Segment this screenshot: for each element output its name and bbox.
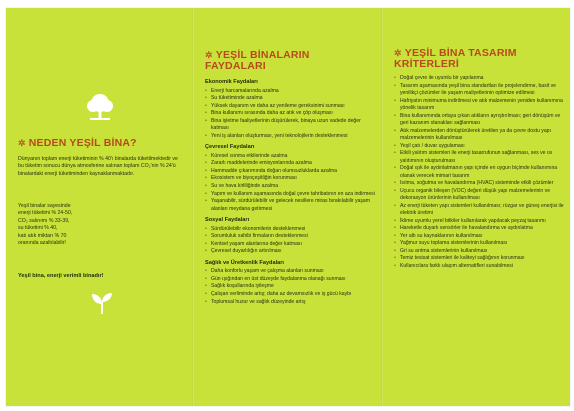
list-item: • Yapım ve kullanım aşamasında doğal çevre tahribatının en aza indirmesi bbox=[205, 191, 377, 199]
list-item: • Gün ışığından en üst düzeyde faydalanma olanağı sunması bbox=[205, 276, 377, 284]
tree-icon bbox=[84, 92, 116, 122]
stat-line: su tüketimi % 40, bbox=[18, 225, 58, 232]
criteria-content bbox=[394, 75, 564, 270]
panel-benefits bbox=[193, 8, 381, 406]
panel2-title: ✲ YEŞİL BİNALARIN FAYDALARI bbox=[205, 49, 310, 72]
list-item: • Hafriyatın minimuma indirilmesi ve atık malzemenin yeniden kullanımına yönelik tasarım bbox=[394, 98, 564, 113]
brochure bbox=[6, 8, 570, 406]
section-heading: Ekonomik Faydaları bbox=[205, 79, 258, 85]
list-item: • Çevresel duyarlılığın artırılması bbox=[205, 248, 377, 256]
benefit-section-social bbox=[205, 217, 377, 256]
list-item: • Çalışan verliminde artış; daha az devamsızlık ve iş gücü kaybı bbox=[205, 291, 377, 299]
list-item: • Yağmur suyu toplama sistemlerinin kullanılması bbox=[394, 240, 564, 248]
list-item: • Sürdürülebilir ekonomilerin desteklenmesi bbox=[205, 226, 377, 234]
list-item: • Isıtma, soğutma ve havalandırma (HVAC) sisteminde etkili çözümler bbox=[394, 180, 564, 188]
list-item: • Doğal ışık ile aydınlatmanın yapı içinde en uygun biçimde kullanımına olanak verecek mimari tasarım bbox=[394, 165, 564, 180]
list-item: • Ekosistem ve biyoçeşitliğin korunması bbox=[205, 175, 377, 183]
stat-line: oranında azaltılabilir! bbox=[18, 240, 66, 247]
list-item: • Kentsel yaşam alanlarına değer katması bbox=[205, 241, 377, 249]
stat-line: Yeşil binalar sayesinde bbox=[18, 203, 71, 209]
list-item: • Atık malzemelerden dönüştürülerek üretilen ya da çevre dostu yapı malzemelerinin kullanılması bbox=[394, 128, 564, 143]
benefits-content bbox=[205, 79, 377, 310]
panel1-slogan: Yeşil bina, enerji verimli binadır! bbox=[18, 272, 104, 279]
section-heading: Çevresel Faydaları bbox=[205, 144, 255, 151]
list-item: • Bina kullanımında ortaya çıkan atıkların ayrıştırılması; geri dönüşüm ve geri kazanım olanakları sağlanması bbox=[394, 113, 564, 128]
list-item: • Kullanıcılara farklı ulaşım alternatifleri sunabilmesi bbox=[394, 263, 564, 271]
sprout-icon bbox=[89, 290, 115, 316]
panel1-intro: Dünyanın toplam enerji tüketiminin % 40'ı binalarda tüketilmektedir ve bu tüketim sonucu dünya atmosferine salınan toplam CO₂'nin % 24'ü binalardaki enerji tüketiminden kaynaklanmaktadır. bbox=[18, 156, 178, 177]
list-item: • Bina kullanımı sırasında daha az atık ve çöp oluşması bbox=[205, 110, 377, 118]
list-item: • Su tüketiminde azalma bbox=[205, 95, 377, 103]
list-item: • Yeni iş alanları oluşturması, yeni teknolojilerin desteklenmesi bbox=[205, 133, 377, 141]
list-item: • Küresel ısınma etkilerinde azalma bbox=[205, 153, 377, 161]
benefit-section-health bbox=[205, 260, 377, 306]
sun-gear-icon: ✲ bbox=[394, 48, 402, 58]
list-item: • Uçucu organik bileşen (VOC) değeri düşük yapı malzemelerinin ve dekorasyon ürünlerinin kullanılması bbox=[394, 188, 564, 203]
list-item: • Yüksek dayanım ve daha az yenileme gereksinimi sunması bbox=[205, 103, 377, 111]
list-item: • Hareketle duyarlı sensörler ile havalandırma ve aydınlatma bbox=[394, 225, 564, 233]
list-item: • Doğal çevre ile uyumlu bir yapılanma bbox=[394, 75, 564, 83]
list-item: • Su ve hava kirliliğinde azalma bbox=[205, 183, 377, 191]
section-heading: Sosyal Faydaları bbox=[205, 217, 250, 224]
list-item: • Yer altı su kaynaklarının kullanılması bbox=[394, 233, 564, 241]
list-item: • İklime uyumlu yerel bitkiler kullanılarak yapılacak peyzaj tasarımı bbox=[394, 218, 564, 226]
list-item: • Hammadde çıkarımında doğan olumsuzluklarda azalma bbox=[205, 168, 377, 176]
sun-gear-icon: ✲ bbox=[18, 138, 26, 148]
list-item: • Yaşanabilir, sürdürülebilir ve gelecek nesillere miras bırakılabilir yaşam alanları meydana getirmesi bbox=[205, 198, 377, 213]
stat-line: CO₂ salınımı % 33-39, bbox=[18, 217, 70, 224]
list-item: • Sorumluluk sahibi firmaların desteklenmesi bbox=[205, 233, 377, 241]
panel-design-criteria bbox=[382, 8, 570, 406]
panel3-title: ✲ YEŞİL BİNA TASARIM KRİTERLERİ bbox=[394, 47, 517, 70]
benefit-section-economic bbox=[205, 79, 377, 140]
stat-line: enerji tüketimi % 24-50, bbox=[18, 210, 73, 217]
panel1-title: ✲ NEDEN YEŞİL BİNA? bbox=[18, 137, 137, 149]
list-item: • Enerji harcamalarında azalma bbox=[205, 88, 377, 96]
list-item: • Daha konforlu yaşam ve çalışma alanları sunması bbox=[205, 268, 377, 276]
panel-why-green-building bbox=[6, 8, 192, 406]
stat-line: katı atık miktarı % 70 bbox=[18, 232, 67, 239]
list-item: • Yeşil çatı / duvar uygulaması bbox=[394, 143, 564, 151]
list-item: • Sağlık koşullarında iyileşme bbox=[205, 283, 377, 291]
list-item: • Temiz tesisat sistemleri ile kaliteyi sağlığının korunması bbox=[394, 255, 564, 263]
sun-gear-icon: ✲ bbox=[205, 50, 213, 60]
list-item: • Az enerji tüketen yapı sistemleri kullanılması; rüzgar ve güneş enerjisi ile elektrik üretimi bbox=[394, 203, 564, 218]
panel1-stats bbox=[18, 203, 168, 247]
list-item: • Zararlı maddelerinde emisyonlarında azalma bbox=[205, 160, 377, 168]
list-item: • Bina işletme faaliyetlerinin düşürülerek, binaya uzun vadede değer katması bbox=[205, 118, 377, 133]
list-item: • Gri su arıtma sistemlerinin kullanılması bbox=[394, 248, 564, 256]
list-item: • Toplumsal huzur ve sağlık düzeyinde artış bbox=[205, 299, 377, 307]
benefit-section-environmental bbox=[205, 144, 377, 213]
section-heading: Sağlık ve Üretkenlik Faydaları bbox=[205, 259, 284, 266]
list-item: • Tasarım aşamasında yeşil bina standartları ile projelendirme, basit ve yenilikçi çözümler ile yaşam maliyetlerinin optimize edilmesi bbox=[394, 83, 564, 98]
list-item: • Etkili yalıtım sistemleri ile enerji tasarrufunun sağlanması, ses ve ısı yalıtımının oluşturulması bbox=[394, 150, 564, 165]
